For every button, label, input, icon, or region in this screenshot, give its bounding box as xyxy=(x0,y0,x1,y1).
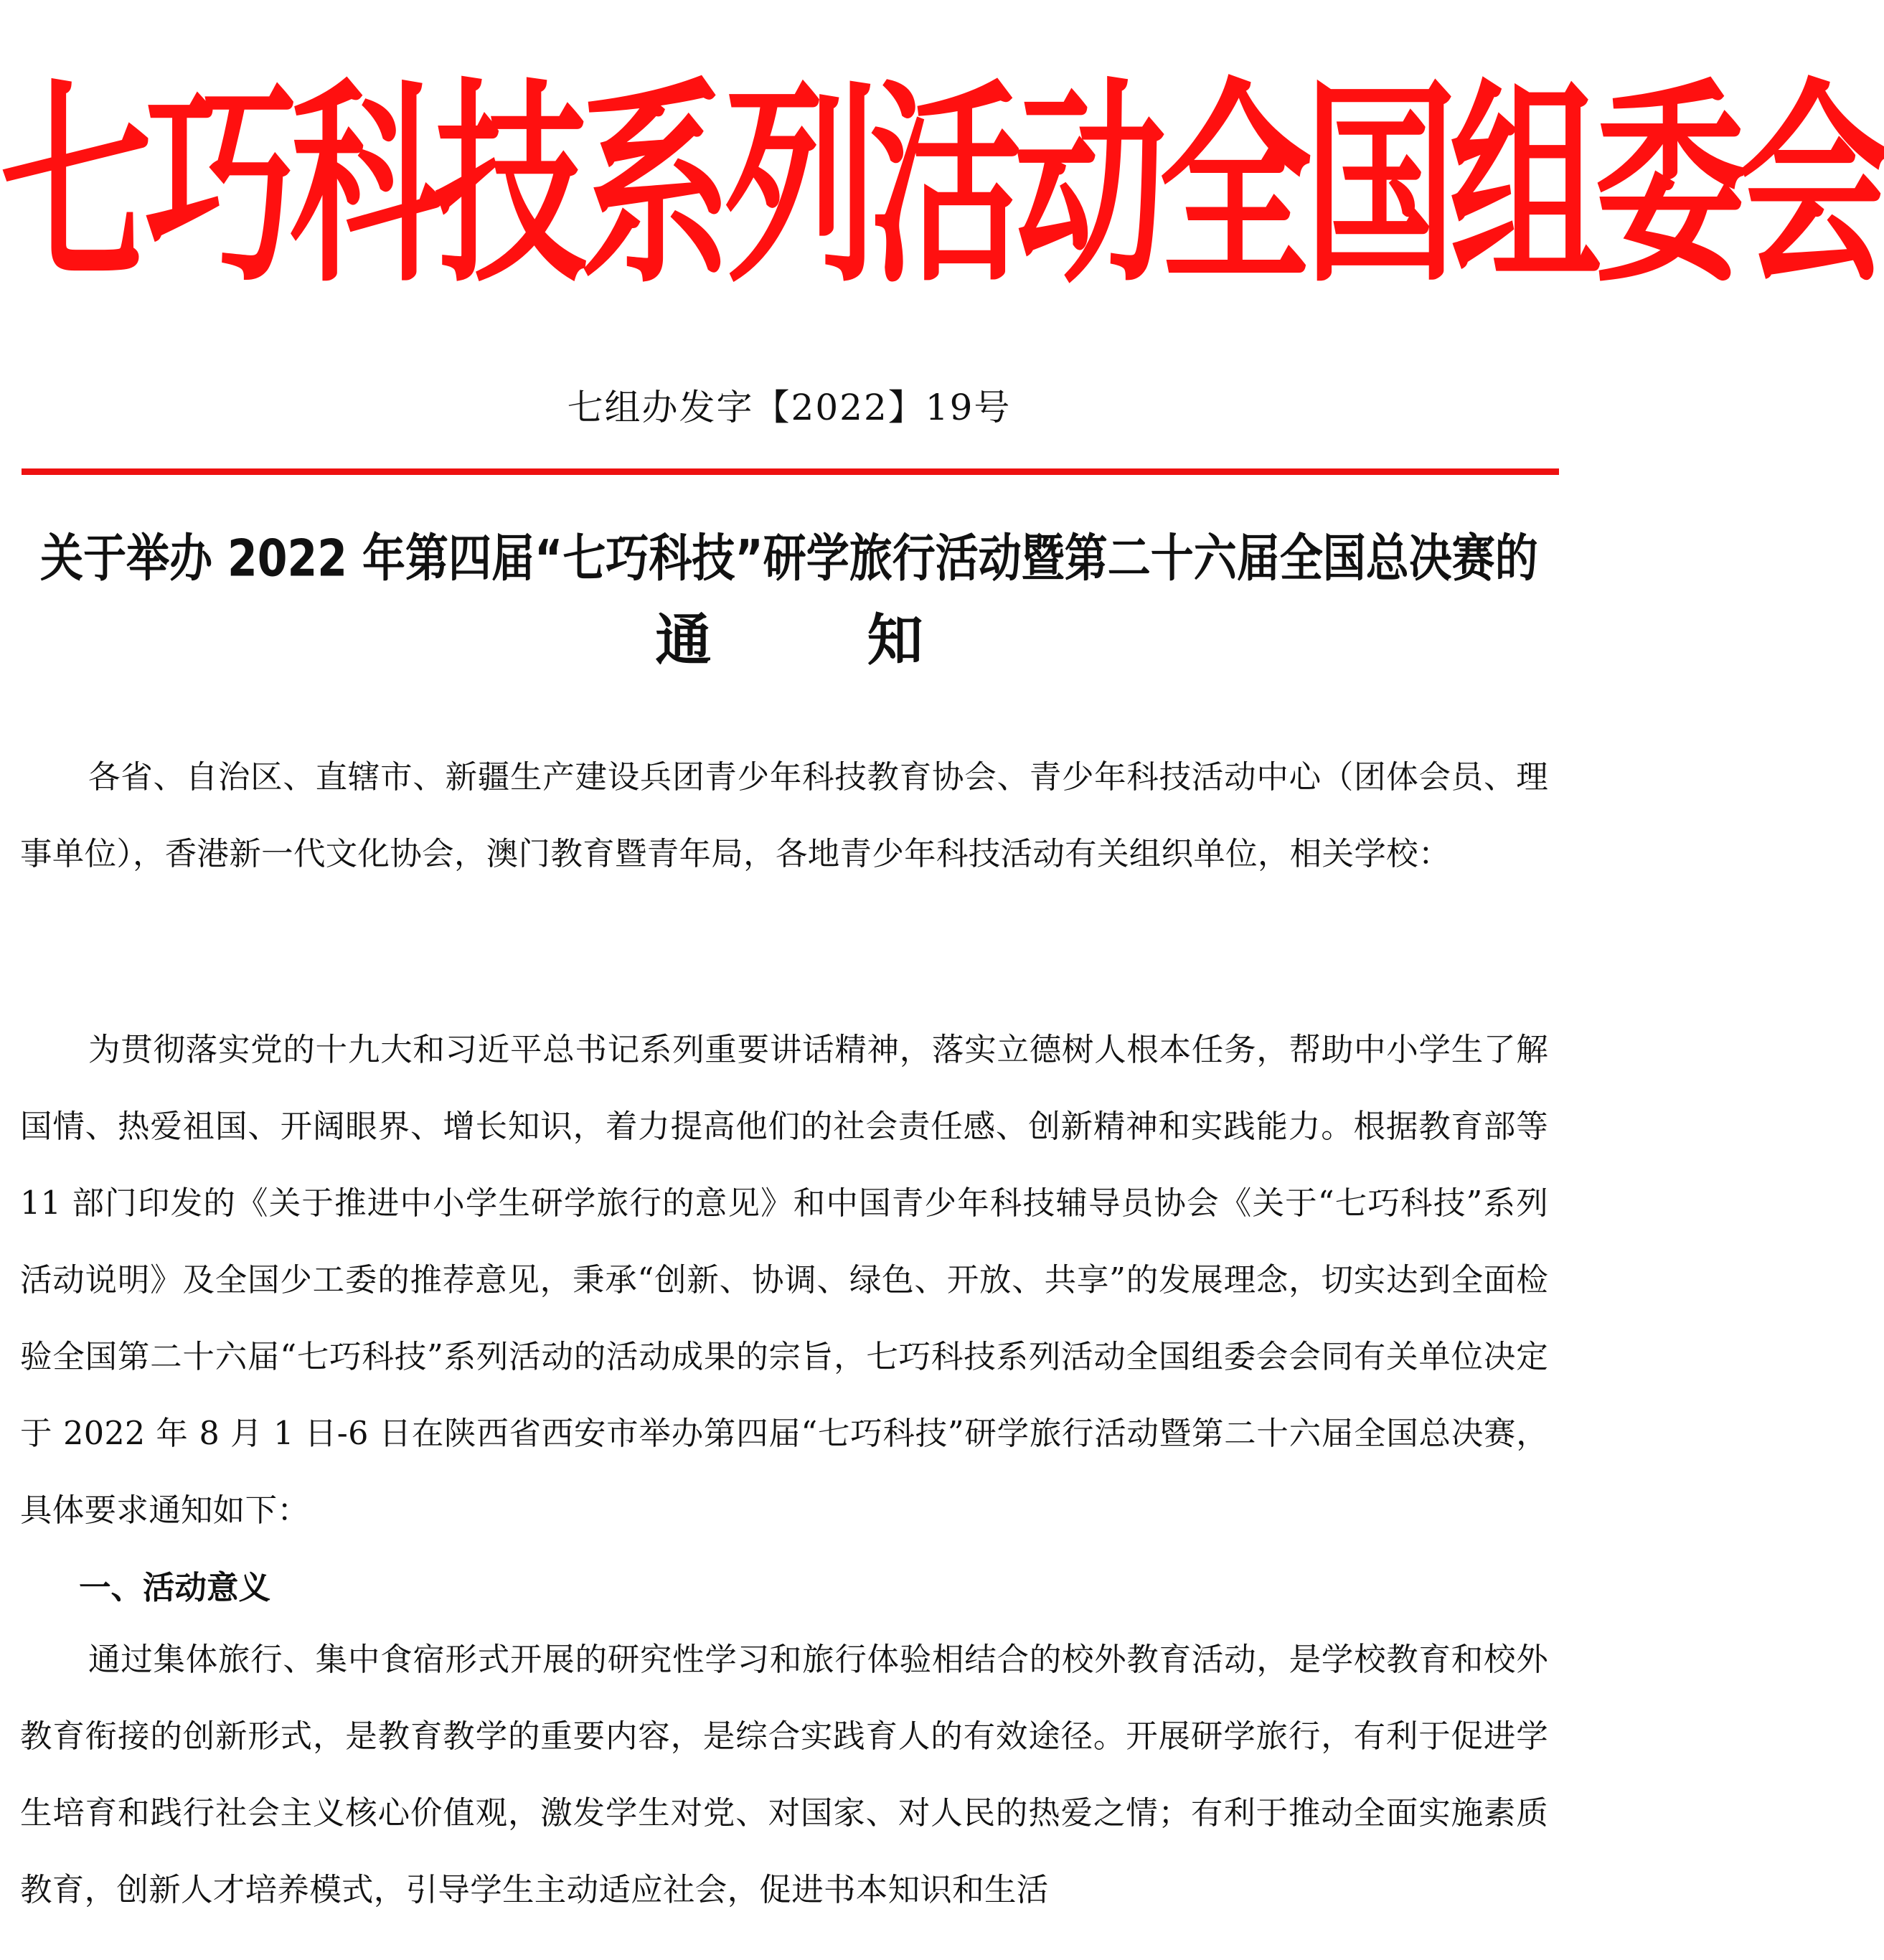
red-divider-rule xyxy=(22,468,1559,475)
address-paragraph: 各省、自治区、直辖市、新疆生产建设兵团青少年科技教育协会、青少年科技活动中心（团体会员、理事单位），香港新一代文化协会，澳门教育暨青年局，各地青少年科技活动有关组织单位，相关学校： xyxy=(20,759,1548,872)
notice-heading-word: 通 知 xyxy=(655,608,923,673)
significance-paragraph: 通过集体旅行、集中食宿形式开展的研究性学习和旅行体验相结合的校外教育活动，是学校教育和校外教育衔接的创新形式，是教育教学的重要内容，是综合实践育人的有效途径。开展研学旅行，有利于促进学生培育和践行社会主义核心价值观，激发学生对党、对国家、对人民的热爱之情；有利于推动全面实施素质教育，创新人才培养模式，引导学生主动适应社会，促进书本知识和生活 xyxy=(20,1641,1548,1908)
organization-masthead: 七巧科技系列活动全国组委会 xyxy=(0,60,1884,312)
section-heading-significance: 一、活动意义 xyxy=(79,1570,271,1606)
purpose-paragraph: 为贯彻落实党的十九大和习近平总书记系列重要讲话精神，落实立德树人根本任务，帮助中小学生了解国情、热爱祖国、开阔眼界、增长知识，着力提高他们的社会责任感、创新精神和实践能力。根据教育部等 11 部门印发的《关于推进中小学生研学旅行的意见》和中国青少年科技辅导员协会《关于“七巧科技”系列活动说明》及全国少工委的推荐意见，秉承“创新、协调、绿色、开放、共享”的发展理念，切实达到全面检验全国第二十六届“七巧科技”系列活动的活动成果的宗旨，七巧科技系列活动全国组委会会同有关单位决定于 2022 年 8 月 1 日-6 日在陕西省西安市举办第四届“七巧科技”研学旅行活动暨第二十六届全国总决赛，具体要求通知如下： xyxy=(20,1032,1548,1529)
document-number: 七组办发字【2022】19号 xyxy=(567,387,1012,428)
notice-title: 关于举办 2022 年第四届“七巧科技”研学旅行活动暨第二十六届全国总决赛的 xyxy=(40,529,1538,589)
